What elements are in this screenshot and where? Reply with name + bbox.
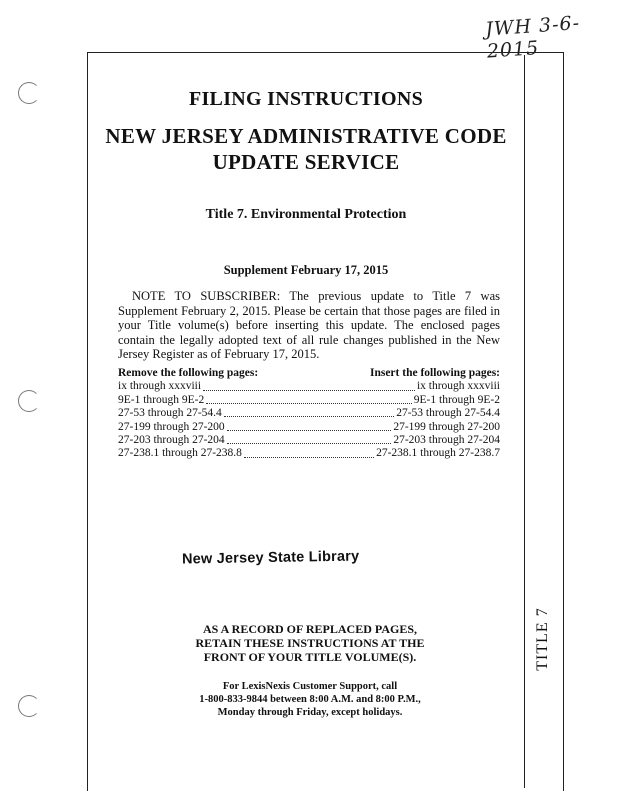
page-replacement-table [118,367,500,461]
remove-pages: 27-238.1 through 27-238.8 [118,447,242,460]
support-line: For LexisNexis Customer Support, call [222,681,398,692]
table-row [118,407,500,420]
remove-pages: ix through xxxviii [118,380,202,393]
insert-pages: 27-199 through 27-200 [393,420,500,433]
binder-hole-top [18,82,40,104]
table-header [118,367,500,380]
insert-pages: 27-53 through 27-54.4 [396,407,500,420]
remove-pages: 27-199 through 27-200 [118,420,225,433]
handwritten-initials-date: JWH 3-6-2015 [484,12,581,63]
record-notice-line: FRONT OF YOUR TITLE VOLUME(S). [203,650,417,664]
insert-pages: ix through xxxviii [416,380,500,393]
supplement-date: Supplement February 17, 2015 [223,263,389,277]
note-to-subscriber: NOTE TO SUBSCRIBER: The previous update to Title 7 was Supplement February 2, 2015. Please be certain that those pages are filed in your Title volume(s) before inserting this update. The enclosed pages contain the legally adopted text of all rule changes published in the New Jersey Register as of February 17, 2015. [118,289,500,361]
record-notice [150,622,470,664]
dot-leader [206,403,412,404]
code-name-heading: NEW JERSEY ADMINISTRATIVE CODE [105,124,507,148]
dot-leader [203,390,415,391]
support-phone-line: 1-800-833-9844 between 8:00 A.M. and 8:00 P.M., [199,694,421,705]
remove-pages: 9E-1 through 9E-2 [118,393,205,406]
library-stamp: New Jersey State Library [181,548,360,568]
table-row [118,380,500,393]
insert-header: Insert the following pages: [369,367,500,379]
title-tab-label: TITLE 7 [534,607,551,671]
table-row [118,394,500,407]
insert-pages: 9E-1 through 9E-2 [413,393,500,406]
binder-hole-middle [18,390,40,412]
remove-pages: 27-53 through 27-54.4 [118,407,222,420]
dot-leader [224,416,394,417]
remove-pages: 27-203 through 27-204 [118,434,225,447]
dot-leader [227,430,392,431]
insert-pages: 27-203 through 27-204 [393,434,500,447]
title-line: Title 7. Environmental Protection [205,207,407,222]
filing-instructions-heading: FILING INSTRUCTIONS [188,88,424,110]
table-row [118,447,500,460]
table-row [118,434,500,447]
insert-pages: 27-238.1 through 27-238.7 [376,447,500,460]
table-row [118,421,500,434]
tab-divider-line [524,55,525,788]
record-notice-line: RETAIN THESE INSTRUCTIONS AT THE [195,636,425,650]
dot-leader [244,457,374,458]
update-service-heading: UPDATE SERVICE [212,150,400,174]
customer-support-notice [170,680,450,719]
record-notice-line: AS A RECORD OF REPLACED PAGES, [202,622,418,636]
support-hours-line: Monday through Friday, except holidays. [217,707,403,718]
binder-hole-bottom [18,695,40,717]
dot-leader [227,443,392,444]
remove-header: Remove the following pages: [118,367,259,379]
